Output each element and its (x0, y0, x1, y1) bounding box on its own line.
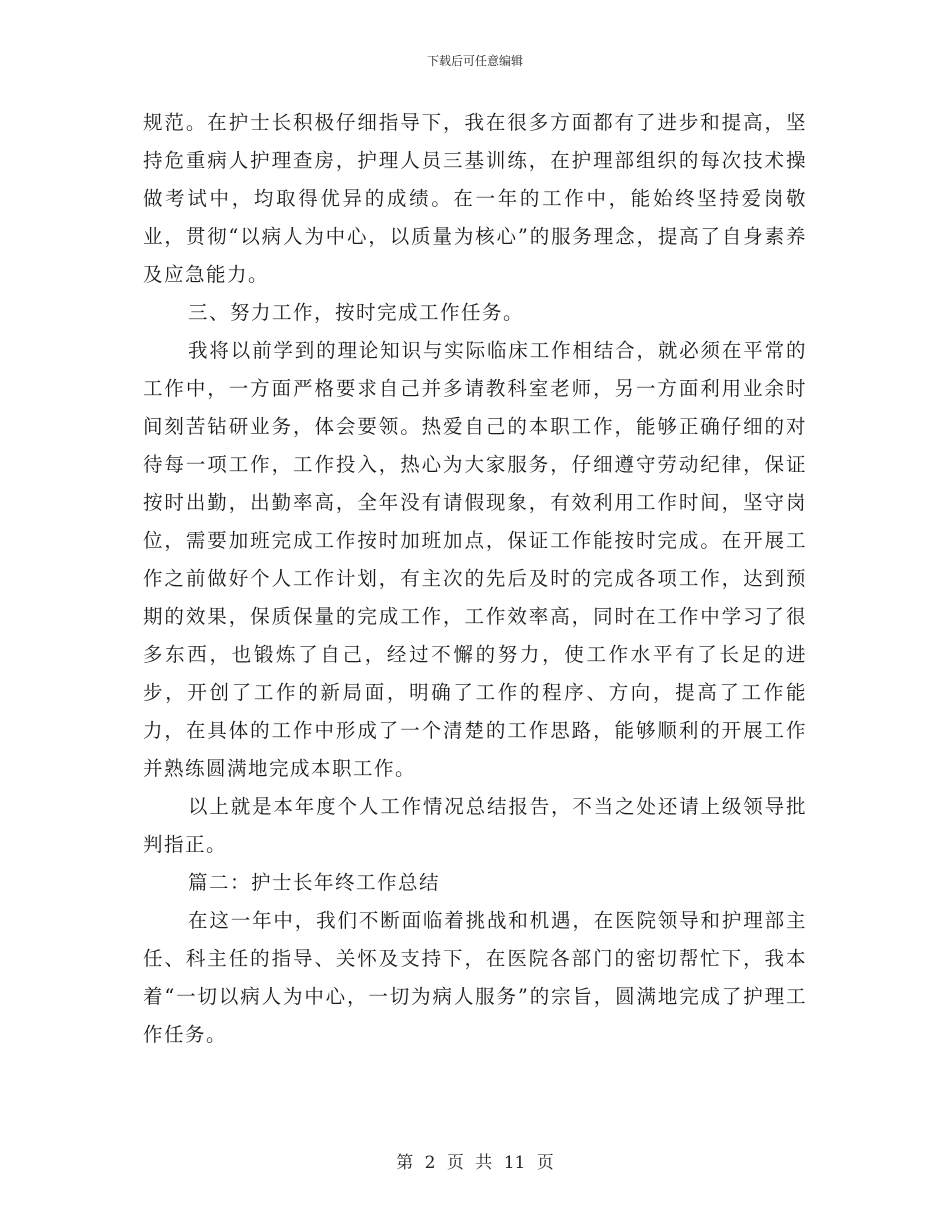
page-header (0, 53, 950, 69)
paragraph-continuation: 规范。在护士长积极仔细指导下，我在很多方面都有了进步和提高，坚持危重病人护理查房，护理人员三基训练，在护理部组织的每次技术操做考试中，均取得优异的成绩。在一年的工作中，能始终坚持爱岗敬业，贯彻“以病人为中心，以质量为核心”的服务理念，提高了自身素养及应急能力。 (143, 111, 807, 286)
page-footer (0, 1152, 950, 1174)
page-number: 第 2 页 共 11 页 (396, 1153, 554, 1173)
paragraph-summary-closing: 以上就是本年度个人工作情况总结报告，不当之处还请上级领导批判指正。 (143, 795, 807, 856)
header-text: 下载后可任意编辑 (426, 54, 523, 68)
document-body (143, 104, 807, 1054)
section-heading-part-two: 篇二：护士长年终工作总结 (188, 871, 441, 894)
section-heading-three: 三、努力工作，按时完成工作任务。 (188, 301, 525, 324)
paragraph-work-description: 我将以前学到的理论知识与实际临床工作相结合，就必须在平常的工作中，一方面严格要求自己并多请教科室老师，另一方面利用业余时间刻苦钻研业务，体会要领。热爱自己的本职工作，能够正确仔细的对待每一项工作，工作投入，热心为大家服务，仔细遵守劳动纪律，保证按时出勤，出勤率高，全年没有请假现象，有效利用工作时间，坚守岗位，需要加班完成工作按时加班加点，保证工作能按时完成。在开展工作之前做好个人工作计划，有主次的先后及时的完成各项工作，达到预期的效果，保质保量的完成工作，工作效率高，同时在工作中学习了很多东西，也锻炼了自己，经过不懈的努力，使工作水平有了长足的进步，开创了工作的新局面，明确了工作的程序、方向，提高了工作能力，在具体的工作中形成了一个清楚的工作思路，能够顺利的开展工作并熟练圆满地完成本职工作。 (143, 339, 807, 780)
paragraph-part-two-intro: 在这一年中，我们不断面临着挑战和机遇，在医院领导和护理部主任、科主任的指导、关怀及支持下，在医院各部门的密切帮忙下，我本着“一切以病人为中心，一切为病人服务”的宗旨，圆满地完成了护理工作任务。 (143, 909, 807, 1046)
